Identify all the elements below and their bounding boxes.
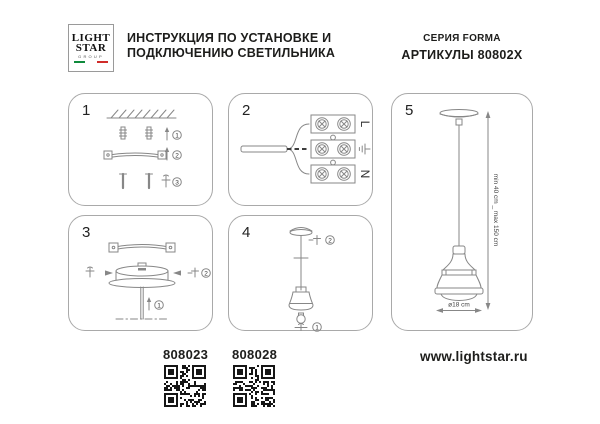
- arrow-left-icon: [173, 270, 181, 275]
- screw-icon: [86, 267, 94, 277]
- page-title-line1: ИНСТРУКЦИЯ ПО УСТАНОВКЕ И: [127, 31, 332, 45]
- ceiling-hatch-icon: [107, 110, 176, 118]
- step-3-number: 3: [82, 224, 91, 241]
- articles-code: АРТИКУЛЫ 80802X: [401, 48, 523, 62]
- ceiling-plate-icon: [440, 110, 478, 126]
- step-2-number: 2: [242, 102, 251, 119]
- svg-text:2: 2: [328, 237, 332, 245]
- step-1-diagram: [69, 94, 214, 207]
- article-qr-block: [232, 347, 276, 407]
- series-block: [398, 33, 526, 62]
- mounting-bracket-icon: [109, 243, 175, 252]
- logo-word-star: STAR: [75, 41, 107, 54]
- step-callout: [165, 127, 181, 140]
- terminal-label-neutral: N: [358, 169, 372, 179]
- ground-icon: [359, 144, 370, 154]
- screw-icon: [146, 174, 153, 188]
- svg-text:3: 3: [175, 179, 179, 187]
- canopy-icon: [290, 228, 312, 236]
- terminal-label-live: L: [358, 120, 372, 128]
- step-1-number: 1: [82, 102, 91, 119]
- svg-text:2: 2: [175, 152, 179, 160]
- screw-icon: [120, 174, 127, 188]
- wall-anchor-icon: [120, 127, 127, 139]
- logo-word-group: GROUP: [78, 53, 104, 59]
- logo-word-light: LIGHT: [71, 31, 111, 44]
- step-callout: [202, 269, 211, 278]
- step-callout: [147, 297, 163, 310]
- page-title-line2: ПОДКЛЮЧЕНИЮ СВЕТИЛЬНИКА: [127, 46, 336, 60]
- svg-text:1: 1: [157, 302, 161, 310]
- lightstar-logo: [68, 24, 114, 72]
- qr-code: [164, 365, 206, 407]
- step-1-panel: [68, 93, 213, 206]
- step-callout: [295, 323, 321, 332]
- step-5-number: 5: [405, 102, 414, 119]
- lamp-shade-icon: [435, 246, 483, 301]
- arrow-right-icon: [105, 270, 113, 275]
- italian-flag-icon: [74, 61, 108, 64]
- article-number: 808023: [163, 347, 209, 362]
- screw-icon: [188, 268, 199, 277]
- svg-text:1: 1: [315, 324, 319, 332]
- terminal-block-icon: [311, 115, 355, 183]
- svg-text:2: 2: [204, 270, 208, 278]
- series-name: СЕРИЯ FORMA: [423, 33, 501, 44]
- step-3-diagram: [69, 216, 214, 332]
- cable-icon: [241, 124, 309, 174]
- website-link: www.lightstar.ru: [420, 349, 528, 364]
- bulb-icon: [297, 313, 305, 323]
- svg-text:1: 1: [175, 132, 179, 140]
- mounting-bracket-icon: [104, 151, 166, 159]
- article-number: 808028: [232, 347, 278, 362]
- cord-icon: [294, 236, 308, 290]
- step-4-diagram: [229, 216, 374, 332]
- step-2-panel: [228, 93, 373, 206]
- qr-code: [233, 365, 275, 407]
- step-4-panel: [228, 215, 373, 331]
- height-range-label: min 40 cm _ max 150 cm: [492, 173, 499, 247]
- step-callout: [162, 175, 181, 187]
- page-title: [127, 31, 335, 61]
- step-3-panel: [68, 215, 213, 331]
- step-4-number: 4: [242, 224, 251, 241]
- assembled-lamp-diagram: [392, 94, 534, 332]
- step-2-diagram: [229, 94, 374, 207]
- canopy-icon: [109, 263, 175, 288]
- overview-panel: [391, 93, 533, 331]
- step-callout: [165, 147, 181, 160]
- diameter-dimension: [436, 302, 482, 313]
- height-dimension: [486, 111, 499, 310]
- wall-anchor-icon: [146, 127, 153, 139]
- article-qr-block: [163, 347, 207, 407]
- diameter-label: ø18 cm: [448, 301, 470, 309]
- step-callout: [309, 236, 334, 245]
